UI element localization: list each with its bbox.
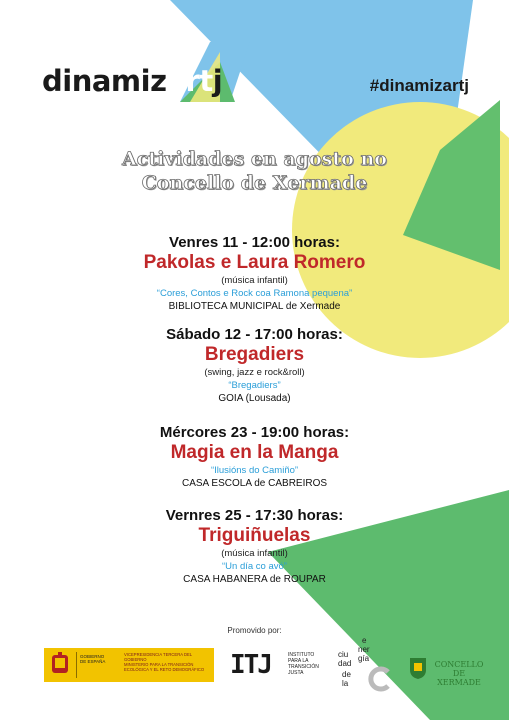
event-place: BIBLIOTECA MUNICIPAL de Xermade xyxy=(168,301,341,312)
event-subtitle: “Cores, Contos e Rock coa Ramona pequena” xyxy=(156,288,353,299)
event-subtitle: “Ilusións do Camiño” xyxy=(210,465,299,476)
event-subtitle: “Un día co avó” xyxy=(222,561,287,572)
divider xyxy=(76,652,77,678)
concello-name: CONCELLO DE XERMADE xyxy=(434,660,484,687)
dinamizartj-logo xyxy=(42,42,242,102)
event-name: Bregadiers xyxy=(204,344,305,365)
event-3 xyxy=(0,424,509,491)
event-genre: (swing, jazz e rock&roll) xyxy=(204,367,305,378)
event-subtitle: “Bregadiers” xyxy=(228,380,281,391)
concello-xermade-logo xyxy=(406,654,490,687)
title-line-1: Actividades en agosto no xyxy=(122,148,387,170)
itj-name: INSTITUTO PARA LA TRANSICIÓN JUSTA xyxy=(288,652,319,676)
ciudad-c-icon xyxy=(366,666,392,692)
xermade-shield-icon xyxy=(408,656,428,680)
event-name: Magia en la Manga xyxy=(170,442,339,463)
hashtag: #dinamizartj xyxy=(369,76,469,95)
event-2 xyxy=(0,326,509,406)
gobierno-logo xyxy=(44,648,214,682)
logo-text: dinamizartj xyxy=(42,64,223,98)
event-date: Sábado 12 - 17:00 horas: xyxy=(166,326,343,343)
event-name: Triguiñuelas xyxy=(198,525,311,546)
sponsors-footer xyxy=(0,636,509,700)
event-place: CASA ESCOLA de CABREIROS xyxy=(181,478,328,489)
event-name: Pakolas e Laura Romero xyxy=(143,252,366,273)
event-4 xyxy=(0,507,509,587)
ministerio-name: VICEPRESIDENCIA TERCERA DEL GOBIERNO MINISTERIO PARA LA TRANSICIÓN ECOLÓGICA Y EL RETO DEMOGRÁFICO xyxy=(124,652,205,672)
event-1 xyxy=(0,234,509,314)
title-line-2: Concello de Xermade xyxy=(141,172,368,194)
event-genre: (música infantil) xyxy=(221,548,288,559)
event-genre: (música infantil) xyxy=(221,275,288,286)
spain-coat-of-arms-icon xyxy=(50,652,70,678)
ciudad-de-la-energia-logo: ciu dad de la e ner gía xyxy=(338,642,398,692)
event-place: CASA HABANERA de ROUPAR xyxy=(183,574,326,585)
event-date: Venres 11 - 12:00 horas: xyxy=(169,234,340,251)
event-date: Mércores 23 - 19:00 horas: xyxy=(159,424,350,441)
itj-logo xyxy=(230,650,320,682)
event-date: Vernres 25 - 17:30 horas: xyxy=(165,507,344,524)
gobierno-name: GOBIERNO DE ESPAÑA xyxy=(80,654,106,664)
itj-mark: ITJ xyxy=(230,650,271,680)
page-title xyxy=(0,147,509,195)
promo-label: Promovido por: xyxy=(227,626,282,635)
event-place: GOIA (Lousada) xyxy=(218,393,291,404)
